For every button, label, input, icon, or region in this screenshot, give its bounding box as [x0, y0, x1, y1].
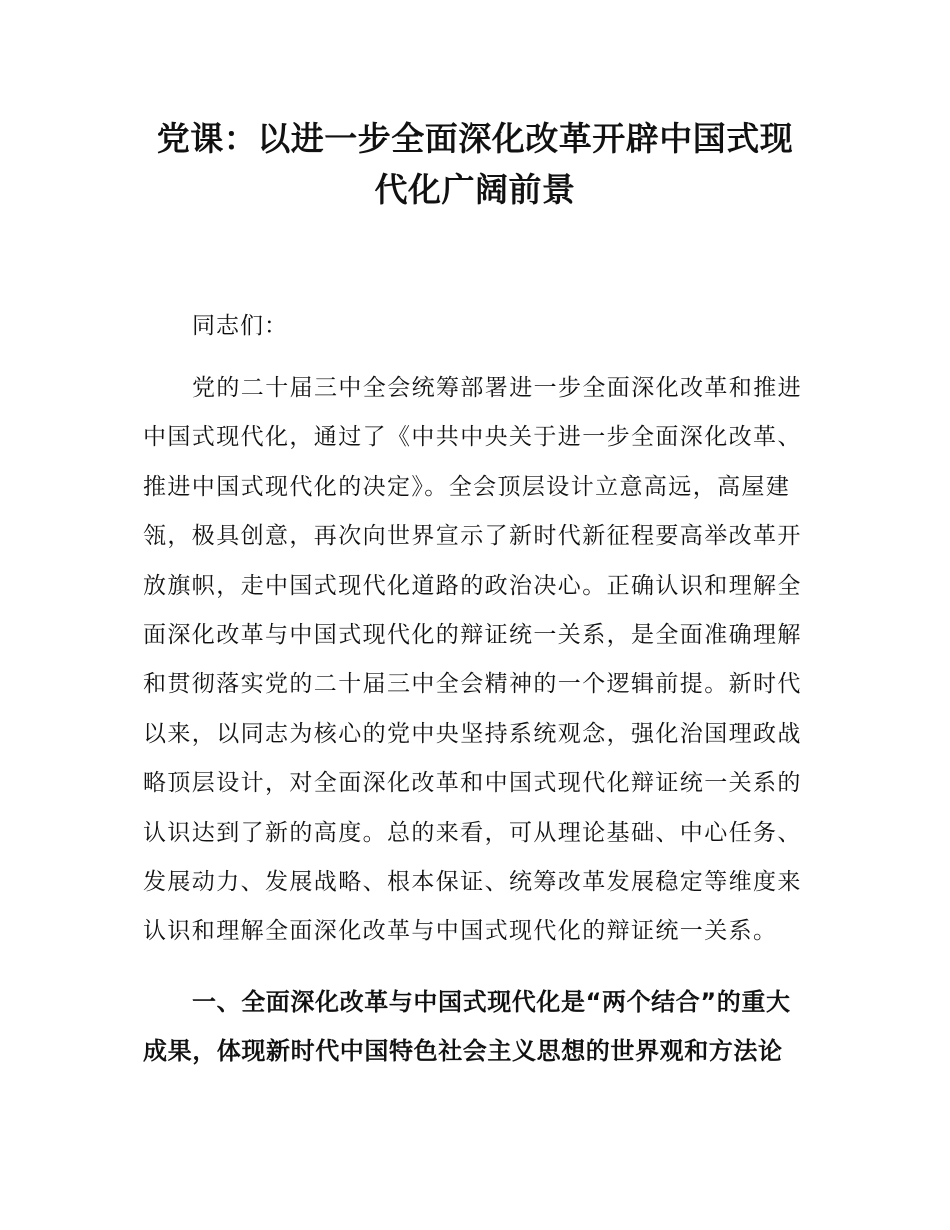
salutation: 同志们： [192, 313, 288, 339]
section-heading-line: 一、全面深化改革与中国式现代化是“两个结合”的重大 [192, 988, 791, 1016]
section-heading-1 [143, 984, 823, 1082]
title-line-2: 代化广阔前景 [374, 170, 576, 209]
paragraph-line: 放旗帜，走中国式现代化道路的政治决心。正确认识和理解全 [143, 572, 802, 599]
paragraph-line: 中国式现代化，通过了《中共中央关于进一步全面深化改革、 [143, 424, 802, 451]
paragraph-line: 略顶层设计，对全面深化改革和中国式现代化辩证统一关系的 [143, 770, 802, 797]
paragraph-line: 认识和理解全面深化改革与中国式现代化的辩证统一关系。 [143, 918, 778, 945]
paragraph-line: 认识达到了新的高度。总的来看，可从理论基础、中心任务、 [143, 819, 802, 846]
body-paragraph [143, 370, 813, 963]
paragraph-line: 瓴，极具创意，再次向世界宣示了新时代新征程要高举改革开 [143, 523, 802, 550]
paragraph-line: 党的二十届三中全会统筹部署进一步全面深化改革和推进 [192, 375, 802, 401]
paragraph-line: 发展动力、发展战略、根本保证、统筹改革发展稳定等维度来 [143, 868, 802, 895]
paragraph-line: 面深化改革与中国式现代化的辩证统一关系，是全面准确理解 [143, 621, 802, 648]
title-line-1: 党课：以进一步全面深化改革开辟中国式现 [156, 119, 794, 158]
document-title [120, 113, 830, 215]
paragraph-line: 以来，以同志为核心的党中央坚持系统观念，强化治国理政战 [143, 720, 802, 747]
paragraph-line: 和贯彻落实党的二十届三中全会精神的一个逻辑前提。新时代 [143, 671, 802, 698]
paragraph-line: 推进中国式现代化的决定》。全会顶层设计立意高远，高屋建 [143, 473, 791, 500]
section-heading-line: 成果，体现新时代中国特色社会主义思想的世界观和方法论 [143, 1037, 783, 1065]
